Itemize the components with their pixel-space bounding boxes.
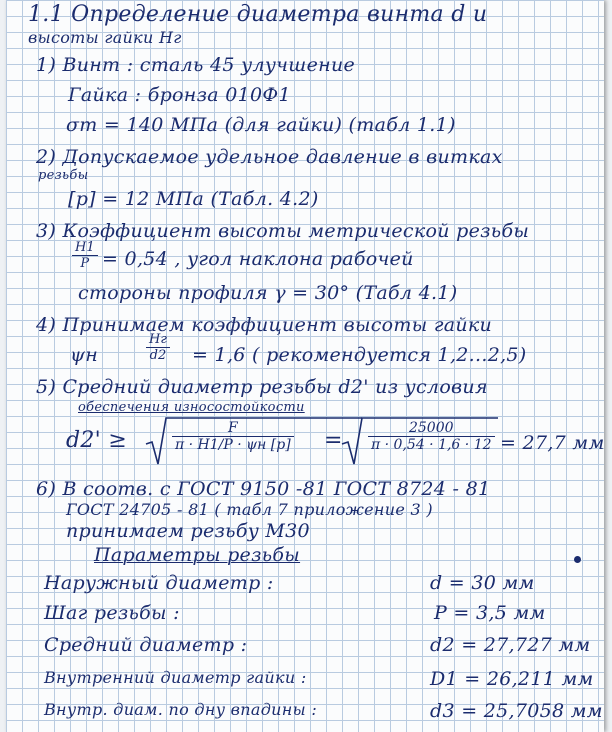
flank-angle: стороны профиля γ = 30° (Табл 4.1) [78, 282, 458, 304]
mean-diameter-title: 5) Средний диаметр резьбы d2' из условия [36, 376, 488, 398]
param-value: D1 = 26,211 мм [430, 668, 594, 690]
equals-sign: = [324, 428, 343, 453]
yield-strength: σт = 140 МПа (для гайки) (табл 1.1) [66, 114, 456, 136]
standards-line2: ГОСТ 24705 - 81 ( табл 7 приложение 3 ) [66, 500, 433, 519]
notebook-page [6, 0, 604, 732]
section-title-line1: 1.1 Определение диаметра винта d и [28, 2, 488, 27]
param-name: Средний диаметр : [44, 634, 248, 656]
param-value: d = 30 мм [430, 572, 535, 594]
standards-line1: 6) В соотв. с ГОСТ 9150 -81 ГОСТ 8724 - 81 [36, 478, 491, 500]
psi-symbol: ψн [70, 344, 99, 366]
param-value: P = 3,5 мм [434, 602, 546, 624]
thread-height-fraction: $\frac{H1}{P}$ [72, 240, 98, 271]
param-name: Шаг резьбы : [44, 602, 180, 624]
param-name: Внутренний диаметр гайки : [44, 668, 307, 687]
param-value: d2 = 27,727 мм [430, 634, 591, 656]
thread-height-coef-value: = 0,54 , угол наклона рабочей [102, 248, 414, 270]
allowable-pressure-title: 2) Допускаемое удельное давление в витках [36, 146, 503, 168]
param-name: Внутр. диам. по дну впадины : [44, 700, 318, 719]
nut-height-coef-value: = 1,6 ( рекомендуется 1,2...2,5) [192, 344, 527, 366]
allowable-pressure-value: [p] = 12 МПа (Табл. 4.2) [68, 188, 319, 210]
ink-blot [574, 556, 581, 563]
material-nut: Гайка : бронза 010Ф1 [68, 84, 291, 106]
thread-params-title: Параметры резьбы [94, 544, 301, 566]
section-title-line2: высоты гайки Hг [28, 28, 182, 47]
allowable-pressure-title-2: резьбы [38, 168, 89, 183]
wear-resistance-note: обеспечения износостойкости [78, 400, 305, 415]
param-name: Наружный диаметр : [44, 572, 274, 594]
thread-height-coef-title: 3) Коэффициент высоты метрической резьбы [36, 220, 530, 242]
numeric-fraction: $\frac{25000}{\pi \cdot 0,54 \cdot 1,6 \cdot 12}$ [368, 420, 495, 453]
material-screw: 1) Винт : сталь 45 улучшение [36, 54, 356, 76]
formula-fraction: $\frac{F}{\pi \cdot H1/P \cdot \psi н [p]}$ [172, 420, 294, 453]
mean-diameter-lhs: d2' ≥ [66, 428, 128, 453]
nut-height-coef-title: 4) Принимаем коэффициент высоты гайки [36, 314, 493, 336]
nut-height-fraction: $\frac{Hг}{d2}$ [146, 332, 170, 363]
mean-diameter-result: = 27,7 мм [500, 432, 605, 454]
param-value: d3 = 25,7058 мм [430, 700, 603, 722]
thread-choice: принимаем резьбу М30 [66, 520, 310, 542]
